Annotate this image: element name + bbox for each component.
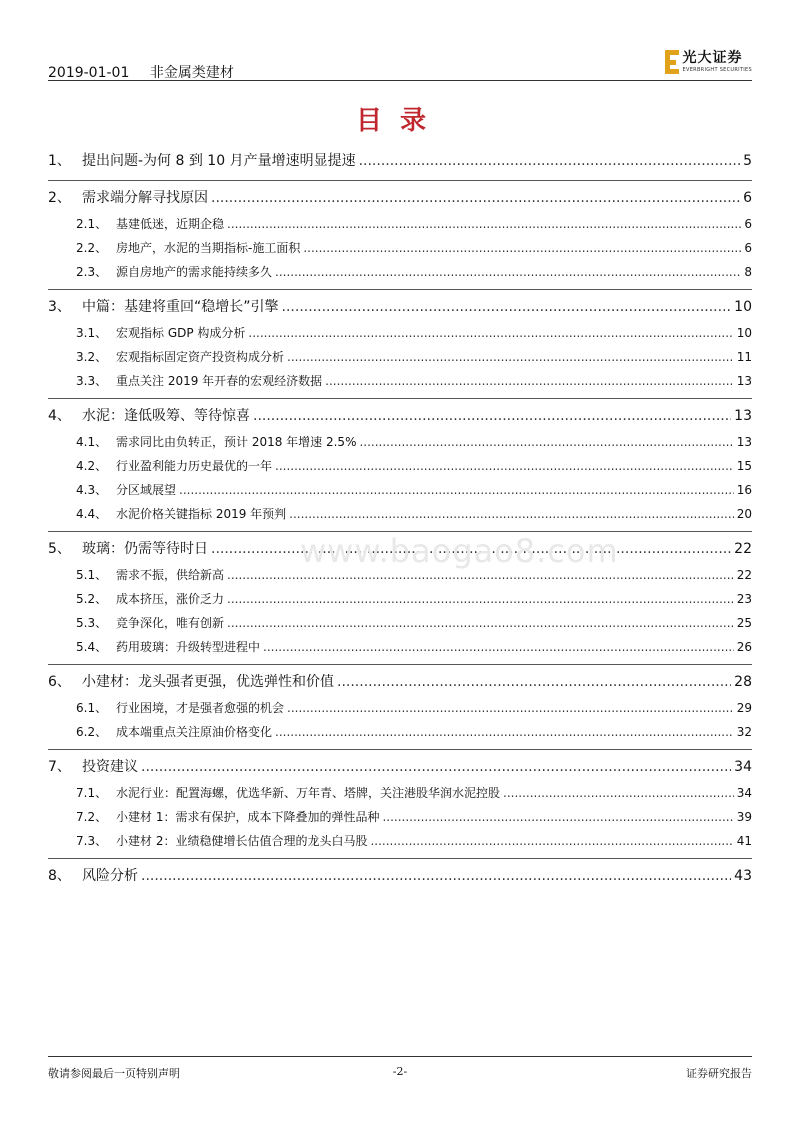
toc-leader-dots: [289, 507, 734, 521]
toc-leader-dots: [359, 435, 733, 449]
toc-entry-page: 13: [736, 435, 752, 449]
toc-entry-page: 22: [736, 568, 752, 582]
toc-entry-page: 6: [743, 190, 752, 206]
toc-leader-dots: [227, 592, 734, 606]
toc-entry-number: 4、: [48, 408, 71, 424]
toc-entry-title: 小建材：龙头强者更强，优选弹性和价值: [82, 674, 334, 690]
toc-section[interactable]: [48, 505, 752, 529]
toc-section[interactable]: [48, 638, 752, 662]
toc-entry-title: 房地产，水泥的当期指标-施工面积: [116, 241, 301, 255]
toc-leader-dots: [211, 541, 731, 557]
toc-entry-page: 13: [736, 374, 752, 388]
toc-section[interactable]: [48, 723, 752, 747]
toc-entry-number: 5.1、: [76, 568, 108, 582]
toc-leader-dots: [248, 326, 733, 340]
toc-section[interactable]: [48, 614, 752, 638]
toc-entry-page: 41: [736, 834, 752, 848]
toc-leader-dots: [287, 701, 734, 715]
toc-chapter[interactable]: [48, 398, 752, 433]
toc-entry-page: 15: [736, 459, 752, 473]
toc-entry-number: 4.3、: [76, 483, 108, 497]
toc-entry-page: 34: [734, 759, 752, 775]
page-header: [48, 44, 752, 81]
toc-entry-page: 11: [736, 350, 752, 364]
toc-entry-number: 7、: [48, 759, 71, 775]
company-logo: [665, 48, 752, 76]
toc-leader-dots: [275, 265, 741, 279]
toc-entry-page: 10: [736, 326, 752, 340]
toc-section[interactable]: [48, 832, 752, 856]
toc-leader-dots: [359, 153, 741, 169]
toc-entry-title: 成本挤压，涨价乏力: [116, 592, 225, 606]
report-category: 非金属类建材: [149, 65, 234, 81]
toc-entry-title: 行业困境，才是强者愈强的机会: [116, 701, 285, 715]
toc-entry-page: 29: [736, 701, 752, 715]
toc-entry-title: 水泥：逢低吸筹、等待惊喜: [82, 408, 250, 424]
toc-leader-dots: [227, 616, 734, 630]
logo-e-icon: [665, 50, 679, 74]
toc-section[interactable]: [48, 784, 752, 808]
toc-entry-page: 22: [734, 541, 752, 557]
toc-entry-number: 3.1、: [76, 326, 108, 340]
toc-entry-number: 8、: [48, 868, 71, 884]
toc-entry-number: 3.2、: [76, 350, 108, 364]
toc-entry-number: 6.1、: [76, 701, 108, 715]
toc-entry-page: 32: [736, 725, 752, 739]
toc-section[interactable]: [48, 457, 752, 481]
toc-section[interactable]: [48, 263, 752, 287]
report-date: 2019-01-01: [48, 65, 130, 81]
toc-entry-title: 基建低迷，近期企稳: [116, 217, 225, 231]
toc-entry-title: 水泥行业：配置海螺，优选华新、万年青、塔牌，关注港股华润水泥控股: [116, 786, 501, 800]
toc-entry-title: 药用玻璃：升级转型进程中: [116, 640, 261, 654]
toc-entry-number: 2、: [48, 190, 71, 206]
toc-leader-dots: [370, 834, 733, 848]
toc-entry-number: 5.4、: [76, 640, 108, 654]
watermark: www.baogao8.com: [300, 532, 619, 570]
toc-chapter[interactable]: [48, 664, 752, 699]
page-footer: [48, 1056, 752, 1081]
toc-leader-dots: [141, 759, 731, 775]
toc-entry-title: 投资建议: [82, 759, 138, 775]
toc-section[interactable]: [48, 372, 752, 396]
header-meta: [48, 62, 250, 82]
logo-en-text: EVERBRIGHT SECURITIES: [682, 67, 752, 73]
toc-leader-dots: [141, 868, 731, 884]
toc-chapter[interactable]: [48, 749, 752, 784]
toc-entry-title: 小建材 1：需求有保护，成本下降叠加的弹性品种: [116, 810, 380, 824]
toc-entry-number: 2.3、: [76, 265, 108, 279]
footer-disclaimer: 敬请参阅最后一页特别声明: [48, 1067, 180, 1080]
toc-entry-title: 重点关注 2019 年开春的宏观经济数据: [116, 374, 323, 388]
toc-chapter[interactable]: [48, 150, 752, 178]
toc-entry-page: 39: [736, 810, 752, 824]
toc-leader-dots: [227, 217, 741, 231]
toc-section[interactable]: [48, 215, 752, 239]
toc-section[interactable]: [48, 590, 752, 614]
toc-leader-dots: [211, 190, 740, 206]
toc-entry-page: 34: [736, 786, 752, 800]
toc-leader-dots: [263, 640, 734, 654]
toc-entry-page: 6: [744, 217, 752, 231]
toc-entry-title: 源自房地产的需求能持续多久: [116, 265, 273, 279]
toc-section[interactable]: [48, 348, 752, 372]
table-of-contents: [48, 150, 752, 893]
toc-chapter[interactable]: [48, 289, 752, 324]
toc-entry-title: 玻璃：仍需等待时日: [82, 541, 208, 557]
toc-entry-number: 1、: [48, 153, 71, 169]
toc-entry-title: 竞争深化，唯有创新: [116, 616, 225, 630]
toc-chapter[interactable]: [48, 531, 752, 566]
toc-leader-dots: [275, 725, 734, 739]
toc-entry-page: 13: [734, 408, 752, 424]
toc-entry-number: 4.2、: [76, 459, 108, 473]
toc-entry-title: 需求不振，供给新高: [116, 568, 225, 582]
toc-section[interactable]: [48, 239, 752, 263]
logo-cn-text: 光大证券: [682, 50, 743, 66]
toc-entry-title: 提出问题-为何 8 到 10 月产量增速明显提速: [82, 153, 356, 169]
toc-entry-page: 16: [736, 483, 752, 497]
toc-entry-page: 25: [736, 616, 752, 630]
toc-entry-number: 7.1、: [76, 786, 108, 800]
toc-chapter[interactable]: [48, 858, 752, 893]
toc-entry-number: 2.1、: [76, 217, 108, 231]
toc-leader-dots: [325, 374, 734, 388]
toc-entry-title: 宏观指标固定资产投资构成分析: [116, 350, 285, 364]
toc-leader-dots: [337, 674, 731, 690]
toc-entry-number: 5.2、: [76, 592, 108, 606]
toc-leader-dots: [382, 810, 733, 824]
toc-entry-title: 风险分析: [82, 868, 138, 884]
toc-title: 目录: [355, 106, 444, 136]
toc-section[interactable]: [48, 699, 752, 723]
toc-entry-title: 行业盈利能力历史最优的一年: [116, 459, 273, 473]
toc-entry-number: 4.1、: [76, 435, 108, 449]
toc-entry-number: 7.2、: [76, 810, 108, 824]
toc-leader-dots: [303, 241, 741, 255]
toc-leader-dots: [282, 299, 732, 315]
toc-leader-dots: [253, 408, 731, 424]
toc-entry-page: 6: [744, 241, 752, 255]
toc-entry-number: 5、: [48, 541, 71, 557]
toc-entry-title: 中篇：基建将重回“稳增长”引擎: [82, 299, 279, 315]
toc-entry-page: 5: [743, 153, 752, 169]
toc-entry-page: 23: [736, 592, 752, 606]
toc-section[interactable]: [48, 481, 752, 505]
page-number: -2-: [392, 1065, 408, 1078]
toc-entry-number: 2.2、: [76, 241, 108, 255]
toc-entry-title: 需求同比由负转正，预计 2018 年增速 2.5%: [116, 435, 357, 449]
toc-entry-number: 4.4、: [76, 507, 108, 521]
toc-entry-number: 3.3、: [76, 374, 108, 388]
toc-section[interactable]: [48, 808, 752, 832]
toc-entry-number: 7.3、: [76, 834, 108, 848]
toc-entry-page: 43: [734, 868, 752, 884]
toc-entry-number: 6、: [48, 674, 71, 690]
toc-leader-dots: [503, 786, 734, 800]
toc-entry-number: 6.2、: [76, 725, 108, 739]
toc-entry-title: 宏观指标 GDP 构成分析: [116, 326, 246, 340]
toc-entry-title: 水泥价格关键指标 2019 年预判: [116, 507, 287, 521]
toc-entry-title: 小建材 2：业绩稳健增长估值合理的龙头白马股: [116, 834, 368, 848]
toc-entry-page: 20: [736, 507, 752, 521]
toc-entry-page: 8: [744, 265, 752, 279]
toc-entry-number: 5.3、: [76, 616, 108, 630]
toc-entry-title: 需求端分解寻找原因: [82, 190, 208, 206]
toc-entry-page: 28: [734, 674, 752, 690]
toc-section[interactable]: [48, 433, 752, 457]
toc-section[interactable]: [48, 324, 752, 348]
toc-leader-dots: [227, 568, 734, 582]
toc-entry-page: 10: [734, 299, 752, 315]
toc-section[interactable]: [48, 566, 752, 590]
footer-report-type: 证券研究报告: [686, 1067, 752, 1080]
toc-leader-dots: [179, 483, 734, 497]
toc-entry-title: 分区域展望: [116, 483, 177, 497]
toc-entry-title: 成本端重点关注原油价格变化: [116, 725, 273, 739]
toc-leader-dots: [275, 459, 734, 473]
toc-chapter[interactable]: [48, 180, 752, 215]
toc-leader-dots: [287, 350, 734, 364]
toc-entry-number: 3、: [48, 299, 71, 315]
toc-entry-page: 26: [736, 640, 752, 654]
